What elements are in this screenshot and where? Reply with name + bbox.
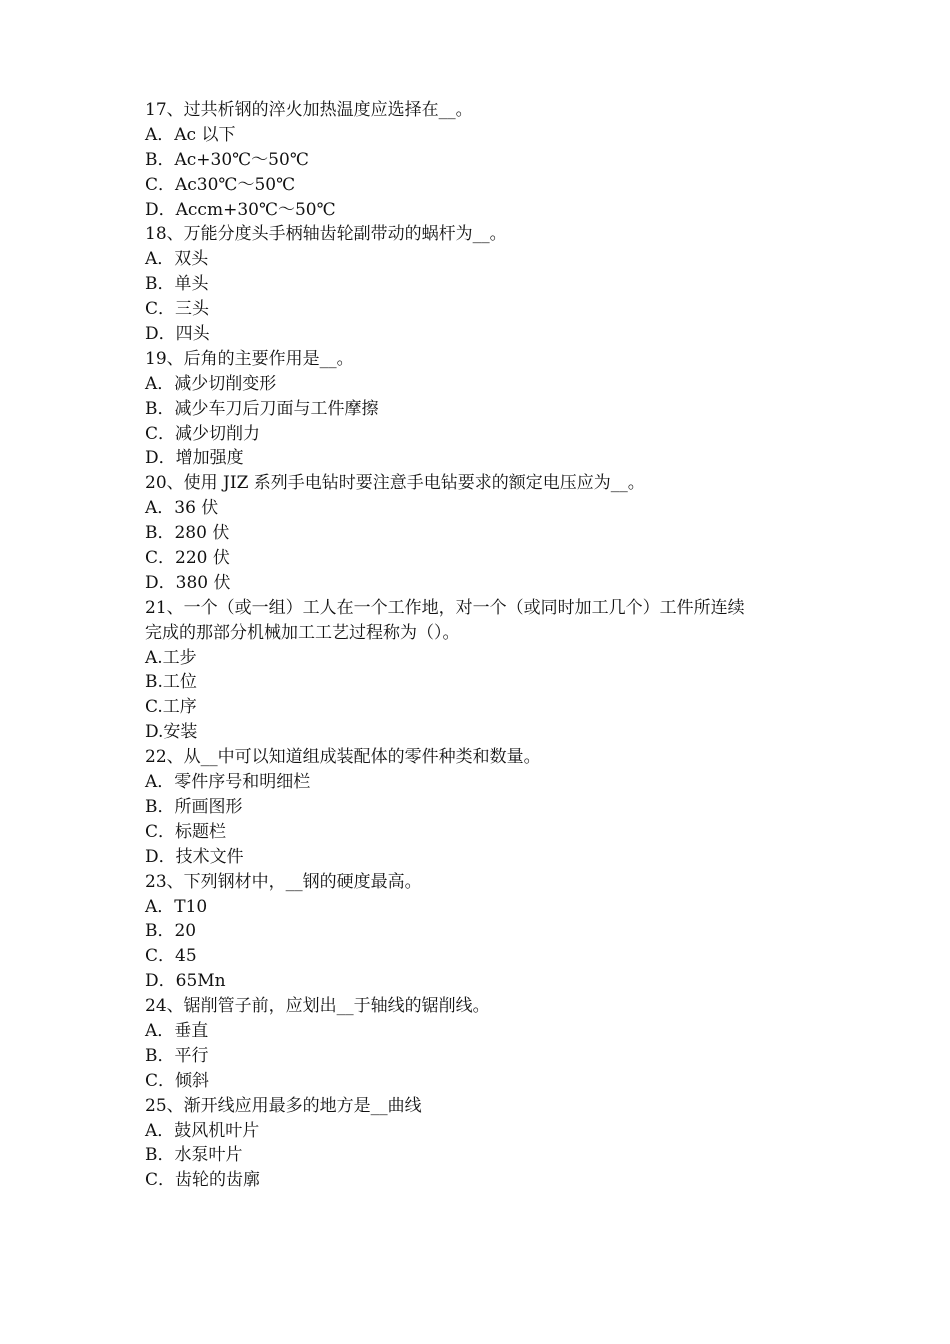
option-b: B．平行 xyxy=(145,1045,209,1066)
question-20 xyxy=(145,471,845,595)
option-d: D．380 伏 xyxy=(145,572,231,593)
option-b: B．水泵叶片 xyxy=(145,1145,243,1166)
option-b: B．减少车刀后刀面与工件摩擦 xyxy=(145,398,379,419)
question-25 xyxy=(145,1094,845,1194)
option-b: B．280 伏 xyxy=(145,523,230,544)
question-list xyxy=(145,98,845,1193)
option-d: D.安装 xyxy=(145,722,198,743)
option-c: C．倾斜 xyxy=(145,1070,210,1091)
question-18 xyxy=(145,222,845,346)
option-c: C．减少切削力 xyxy=(145,423,261,444)
option-b: B．所画图形 xyxy=(145,796,243,817)
option-d: D．技术文件 xyxy=(145,846,244,867)
option-b: B．单头 xyxy=(145,274,209,295)
question-text-continued: 完成的那部分机械加工工艺过程称为（）。 xyxy=(145,622,460,643)
option-a: A.工步 xyxy=(145,647,197,668)
question-19 xyxy=(145,347,845,471)
option-b: B.工位 xyxy=(145,672,197,693)
option-c: C．标题栏 xyxy=(145,821,227,842)
question-text: 20、使用 JIZ 系列手电钻时要注意手电钻要求的额定电压应为__。 xyxy=(145,473,645,494)
option-d: D．增加强度 xyxy=(145,448,244,469)
option-a: A．36 伏 xyxy=(145,498,219,519)
question-21 xyxy=(145,596,845,745)
option-d: D．四头 xyxy=(145,324,210,345)
question-text: 23、下列钢材中，__钢的硬度最高。 xyxy=(145,871,422,892)
question-text: 19、后角的主要作用是__。 xyxy=(145,348,354,369)
option-b: B．Ac+30℃～50℃ xyxy=(145,149,309,170)
option-a: A．T10 xyxy=(145,896,208,917)
option-a: A．鼓风机叶片 xyxy=(145,1120,260,1141)
option-c: C．Ac30℃～50℃ xyxy=(145,174,296,195)
question-22 xyxy=(145,745,845,869)
question-23 xyxy=(145,870,845,994)
option-c: C．220 伏 xyxy=(145,548,230,569)
option-a: A．Ac 以下 xyxy=(145,124,236,145)
option-d: D．Accm+30℃～50℃ xyxy=(145,199,336,220)
option-a: A．垂直 xyxy=(145,1020,209,1041)
question-text: 17、过共析钢的淬火加热温度应选择在__。 xyxy=(145,100,473,120)
option-a: A．零件序号和明细栏 xyxy=(145,772,311,793)
question-text: 18、万能分度头手柄轴齿轮副带动的蜗杆为__。 xyxy=(145,224,507,245)
question-text: 25、渐开线应用最多的地方是__曲线 xyxy=(145,1095,422,1116)
option-a: A．减少切削变形 xyxy=(145,373,277,394)
question-text: 22、从__中可以知道组成装配体的零件种类和数量。 xyxy=(145,747,541,768)
question-17 xyxy=(145,98,845,222)
option-b: B．20 xyxy=(145,921,197,942)
option-c: C．齿轮的齿廓 xyxy=(145,1170,261,1191)
option-a: A．双头 xyxy=(145,249,209,270)
option-c: C．三头 xyxy=(145,299,210,320)
question-text: 24、锯削管子前，应划出__于轴线的锯削线。 xyxy=(145,996,490,1017)
option-d: D．65Mn xyxy=(145,971,226,992)
option-c: C．45 xyxy=(145,946,197,967)
question-24 xyxy=(145,994,845,1094)
question-text: 21、一个（或一组）工人在一个工作地，对一个（或同时加工几个）工件所连续 xyxy=(145,597,745,618)
option-c: C.工序 xyxy=(145,697,197,718)
